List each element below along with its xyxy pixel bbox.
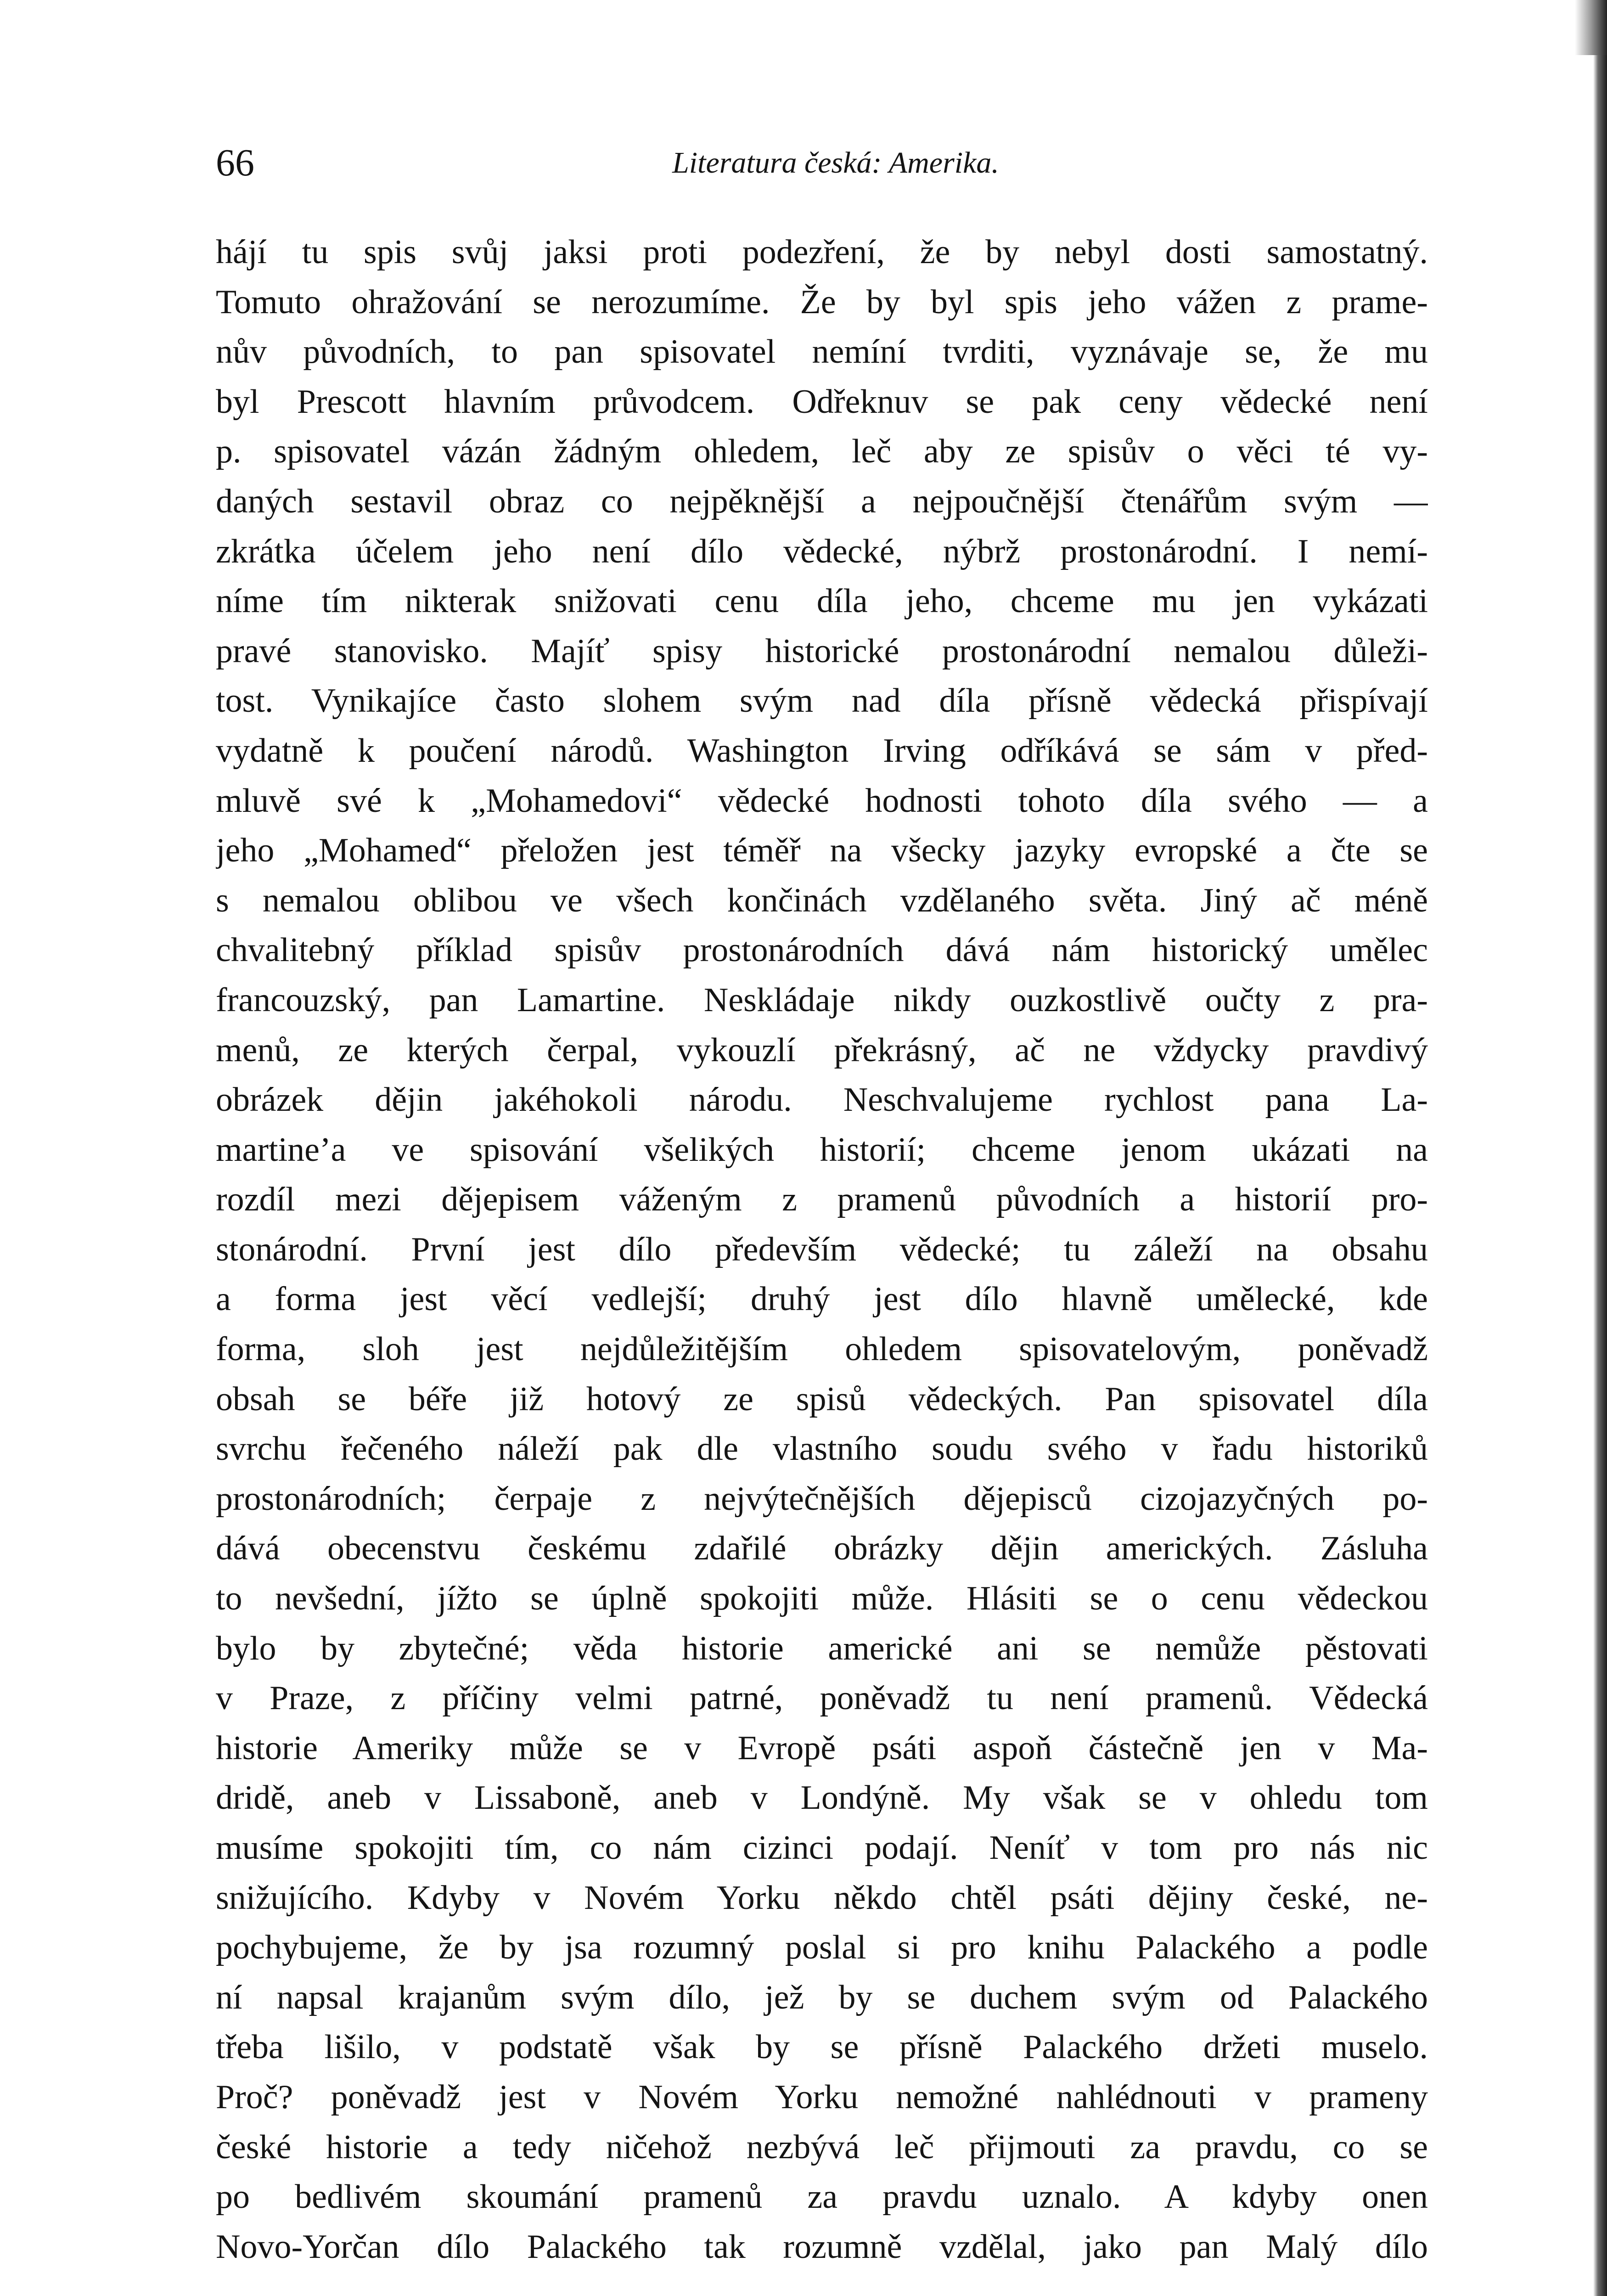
text-line: pravé stanovisko. Majíť spisy historické prostonárodní nemalou důleži-	[216, 632, 1428, 670]
page-number: 66	[216, 141, 254, 184]
text-line: rozdíl mezi dějepisem váženým z pramenů původních a historií pro-	[216, 1181, 1428, 1219]
scan-edge-shadow-top	[1575, 0, 1607, 55]
text-line: třeba lišilo, v podstatě však by se přísně Palackého držeti muselo.	[216, 2028, 1428, 2066]
text-line: obrázek dějin jakéhokoli národu. Neschvalujeme rychlost pana La-	[216, 1081, 1428, 1119]
text-line: Proč? poněvadž jest v Novém Yorku nemožné nahlédnouti v prameny	[216, 2078, 1428, 2116]
text-line: mluvě své k „Mohamedovi“ vědecké hodnosti tohoto díla svého — a	[216, 782, 1428, 820]
page-header	[216, 138, 1428, 188]
text-line: dává obecenstvu českému zdařilé obrázky dějin amerických. Zásluha	[216, 1530, 1428, 1568]
body-text	[216, 227, 1428, 2272]
text-line: francouzský, pan Lamartine. Neskládaje nikdy ouzkostlivě oučty z pra-	[216, 981, 1428, 1019]
text-line: Novo-Yorčan dílo Palackého tak rozumně vzdělal, jako pan Malý dílo	[216, 2228, 1428, 2266]
text-line: menů, ze kterých čerpal, vykouzlí překrásný, ač ne vždycky pravdivý	[216, 1031, 1428, 1069]
text-line: nův původních, to pan spisovatel nemíní tvrditi, vyznávaje se, že mu	[216, 333, 1428, 371]
text-line: české historie a tedy ničehož nezbývá leč přijmouti za pravdu, co se	[216, 2128, 1428, 2166]
text-line: p. spisovatel vázán žádným ohledem, leč aby ze spisův o věci té vy-	[216, 433, 1428, 471]
text-line: s nemalou oblibou ve všech končinách vzdělaného světa. Jiný ač méně	[216, 881, 1428, 919]
text-line: daných sestavil obraz co nejpěknější a nejpoučnější čtenářům svým —	[216, 482, 1428, 520]
text-line: byl Prescott hlavním průvodcem. Odřeknuv se pak ceny vědecké není	[216, 383, 1428, 421]
text-line: zkrátka účelem jeho není dílo vědecké, nýbrž prostonárodní. I nemí-	[216, 532, 1428, 570]
text-line: forma, sloh jest nejdůležitějším ohledem spisovatelovým, poněvadž	[216, 1330, 1428, 1368]
text-line: tost. Vynikajíce často slohem svým nad díla přísně vědecká přispívají	[216, 682, 1428, 720]
text-line: jeho „Mohamed“ přeložen jest téměř na všecky jazyky evropské a čte se	[216, 832, 1428, 870]
running-title: Literatura česká: Amerika.	[672, 146, 999, 180]
text-line: chvalitebný příklad spisův prostonárodních dává nám historický umělec	[216, 931, 1428, 969]
text-line: hájí tu spis svůj jaksi proti podezření, že by nebyl dosti samostatný.	[216, 233, 1428, 271]
text-line: vydatně k poučení národů. Washington Irving odříkává se sám v před-	[216, 732, 1428, 770]
text-line: ní napsal krajanům svým dílo, jež by se duchem svým od Palackého	[216, 1978, 1428, 2016]
text-line: pochybujeme, že by jsa rozumný poslal si pro knihu Palackého a podle	[216, 1929, 1428, 1967]
text-line: Tomuto ohražování se nerozumíme. Že by byl spis jeho vážen z prame-	[216, 283, 1428, 321]
text-line: obsah se béře již hotový ze spisů vědeckých. Pan spisovatel díla	[216, 1380, 1428, 1418]
text-line: níme tím nikterak snižovati cenu díla jeho, chceme mu jen vykázati	[216, 582, 1428, 620]
text-line: martine’a ve spisování všelikých historií; chceme jenom ukázati na	[216, 1131, 1428, 1169]
text-line: dridě, aneb v Lissaboně, aneb v Londýně. My však se v ohledu tom	[216, 1779, 1428, 1817]
text-line: to nevšední, jížto se úplně spokojiti může. Hlásiti se o cenu vědeckou	[216, 1580, 1428, 1618]
text-line: bylo by zbytečné; věda historie americké ani se nemůže pěstovati	[216, 1629, 1428, 1667]
text-line: prostonárodních; čerpaje z nejvýtečnějších dějepisců cizojazyčných po-	[216, 1480, 1428, 1518]
scan-edge-shadow	[1593, 0, 1607, 2296]
text-line: v Praze, z příčiny velmi patrné, poněvadž tu není pramenů. Vědecká	[216, 1679, 1428, 1717]
text-line: svrchu řečeného náleží pak dle vlastního soudu svého v řadu historiků	[216, 1430, 1428, 1468]
text-line: historie Ameriky může se v Evropě psáti aspoň částečně jen v Ma-	[216, 1729, 1428, 1767]
text-line: stonárodní. První jest dílo především vědecké; tu záleží na obsahu	[216, 1230, 1428, 1268]
text-line: a forma jest věcí vedlejší; druhý jest dílo hlavně umělecké, kde	[216, 1280, 1428, 1318]
text-line: po bedlivém skoumání pramenů za pravdu uznalo. A kdyby onen	[216, 2178, 1428, 2216]
text-line: musíme spokojiti tím, co nám cizinci podají. Neníť v tom pro nás nic	[216, 1829, 1428, 1867]
text-line: snižujícího. Kdyby v Novém Yorku někdo chtěl psáti dějiny české, ne-	[216, 1879, 1428, 1917]
